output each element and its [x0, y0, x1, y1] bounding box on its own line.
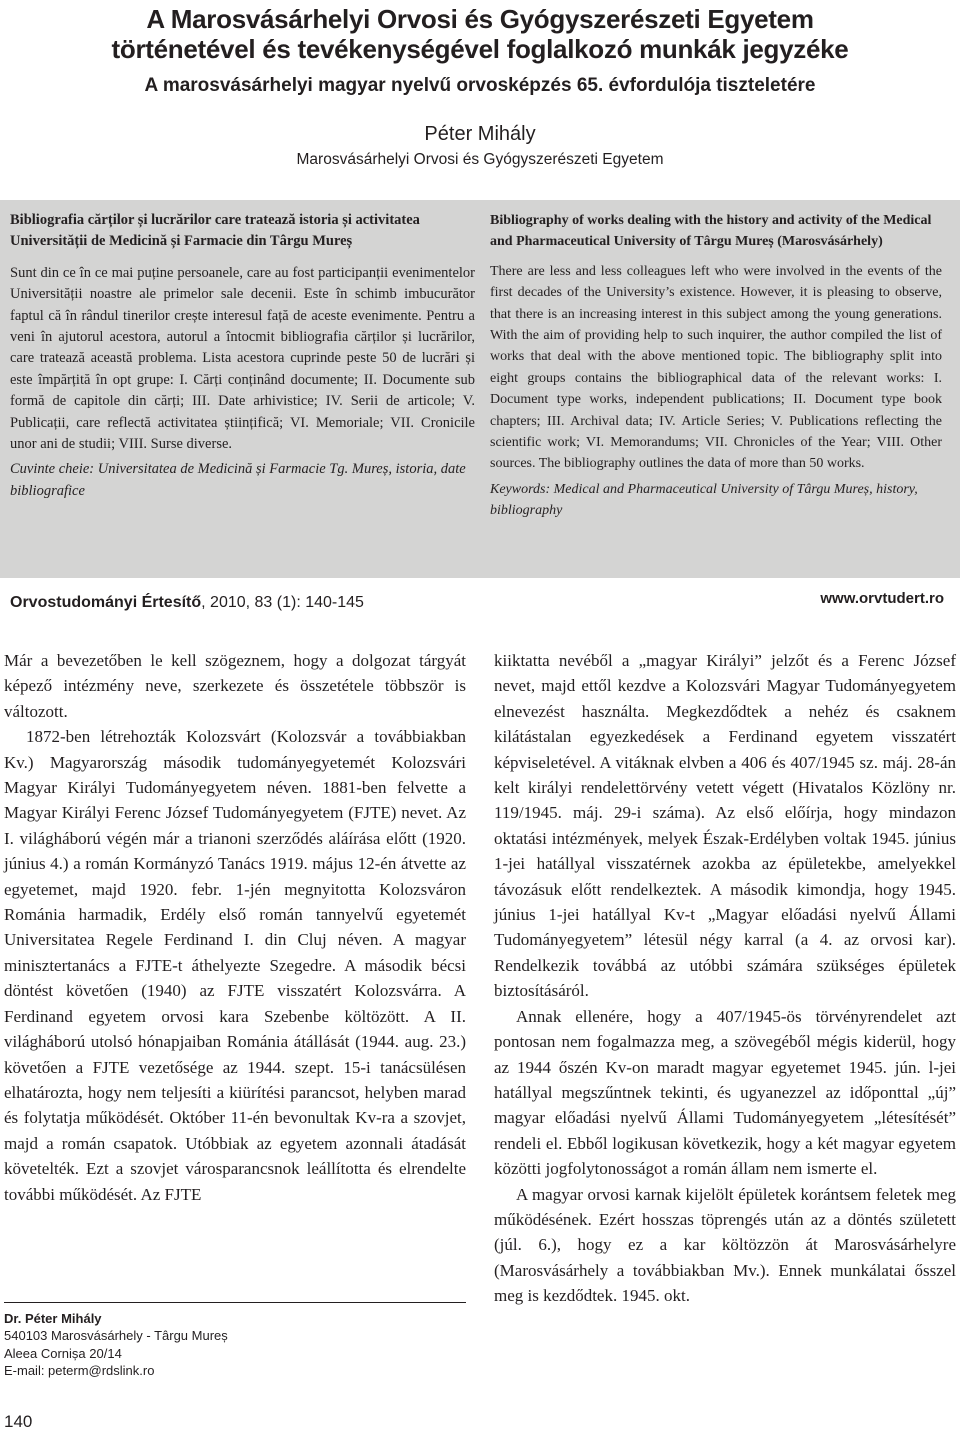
page-number: 140 — [4, 1412, 33, 1431]
contact-email[interactable]: E-mail: peterm@rdslink.ro — [4, 1363, 155, 1379]
journal-name: Orvostudományi Értesítő — [10, 594, 202, 611]
contact-info — [4, 1310, 228, 1380]
contact-address-line-1: 540103 Marosvásárhely - Târgu Mureș — [4, 1328, 228, 1344]
body-column-left — [4, 648, 466, 1207]
journal-volume-pages: , 2010, 83 (1): 140-145 — [201, 594, 364, 611]
abstract-english-body: There are less and less colleagues left who were involved in the events of the first decades of the University’s existence. However, it is pleasing to observe, that there is an increasing interest in this subject among the young generations. With the aim of providing help to such inquirer, the author compiled the list of works that deal with the above mentioned topic. The bibliography split into eight groups contains the bibliographical data of the relevant works: I. Document type works, independent publications; II. Document type book chapters; III. Archival data; IV. Article Series; V. Publications reflecting the scientific work; VI. Memorandums; VII. Chronicles of the Year; VIII. Other sources. The bibliography outlines the data of more than 50 works. — [490, 263, 942, 472]
paragraph: Már a bevezetőben le kell szögeznem, hogy a dolgozat tárgyát képező intézmény neve, szerkezete és összetétele többször is változott. — [4, 651, 466, 721]
paragraph: Annak ellenére, hogy a 407/1945-ös törvényrendelet azt pontosan nem fogalmazza meg, a szövegéből mégis kiderül, hogy az 1944 őszén Kv-on maradt magyar egyetemet 1945. jún. l-jei hatállyal megszűntnek tekinti, és ugyanezzel az időponttal „új” magyar előadási nyelvű Állami Tudományegyetem „létesítését” rendeli el. Ebből logikusan következik, hogy a két magyar egyetem közötti jogfolytonosságot a román állam nem ismerte el. — [494, 1006, 956, 1179]
abstract-english-title: Bibliography of works dealing with the history and activity of the Medical and Pharmaceutical University of Târgu Mureș (Marosvásárhely) — [490, 213, 932, 250]
journal-citation — [10, 594, 364, 612]
article-title-line-2: történetével és tevékenységével foglalkozó munkák jegyzéke — [111, 34, 849, 64]
body-column-right — [494, 648, 956, 1309]
abstract-english — [490, 210, 942, 522]
author-name: Péter Mihály — [424, 123, 536, 145]
paragraph: kiiktatta nevéből a „magyar Királyi” jelzőt és a Ferenc József nevet, majd ettől kezdve a Kolozsvári Magyar Tudományegyetem elnevezést használta. Megkezdődtek a nehéz és csaknem kilátástalan egyezkedések a Ferdinand egyetem visszatért képviseletével. A vitáknak elvben a 406 és 407/1945 sz. máj. 28-án kelt királyi rendelettörvény vetett végett (Hivatalos Közlöny nr. 119/1945. máj. 29-i száma). Az első előírja, hogy mindazon oktatási intézmények, melyek Észak-Erdélyben voltak 1945. június 1-jei hatállyal visszatérnek azokba az épületekbe, amelyekkel távozásuk előtt rendelkeztek. A második kimondja, hogy 1945. június 1-jei hatállyal Kv-t „Magyar előadási nyelvű Állami Tudományegyetem” létesül négy karral (a 4. az orvosi kar). Rendelkezik továbbá az utóbbi számára szükséges épületek biztosításáról. — [494, 651, 956, 1001]
paragraph: 1872-ben létrehozták Kolozsvárt (Kolozsvár a továbbiakban Kv.) Magyarország második tudományegyetemét Kolozsvári Magyar Királyi Tudományegyetem néven. 1881-ben felvette a Magyar Királyi Ferenc József Tudományegyetem (FJTE) nevet. Az I. világháború végén már a trianoni szerződés aláírása előtt (1920. június 4.) a román Kormányzó Tanács 1919. május 12-én átvette az egyetemet, majd 1920. febr. 1-jén megnyitotta Kolozsváron Románia harmadik, Erdély első román tannyelvű egyetemét Universitatea Regele Ferdinand I. din Cluj néven. A magyar minisztertanács a FJTE-t áthelyezte Szegedre. A második bécsi döntést követően (1940) az FJTE visszatért Kolozsvárra. A Ferdinand egyetem orvosi kara Szebenbe költözött. A II. világháború utolsó hónapjaiban Románia átállását (1944. aug. 23.) követően a FJTE vezetősége az 1944. szept. 15-i tanácsülésen elhatározta, hogy nem teljesíti a kiürítési parancsot, helyben marad és folytatja működését. Október 11-én bevonultak Kv-ra a szovjet, majd a román csapatok. Utóbbiak az egyetem azonnali átadását követelték. Ezt a szovjet városparancsnok leállította és elrendelte további működését. Az FJTE — [4, 727, 466, 1204]
journal-website[interactable]: www.orvtudert.ro — [820, 590, 944, 607]
footnote-divider — [4, 1302, 466, 1303]
article-title-line-1: A Marosvásárhelyi Orvosi és Gyógyszerészeti Egyetem — [146, 4, 814, 34]
abstract-romanian-keywords: Cuvinte cheie: Universitatea de Medicină și Farmacie Tg. Mureș, istoria, date bibliografice — [10, 461, 466, 499]
contact-name: Dr. Péter Mihály — [4, 1311, 102, 1326]
abstract-box — [0, 200, 960, 578]
abstract-romanian-title: Bibliografia cărților și lucrărilor care tratează istoria și activitatea Universității de Medicină și Farmacie din Târgu Mureș — [10, 212, 420, 250]
abstract-english-keywords: Keywords: Medical and Pharmaceutical University of Târgu Mureș, history, bibliography — [490, 481, 918, 519]
article-subtitle: A marosvásárhelyi magyar nyelvű orvosképzés 65. évfordulója tiszteletére — [144, 75, 816, 96]
author-affiliation: Marosvásárhelyi Orvosi és Gyógyszerészeti Egyetem — [296, 151, 664, 168]
abstract-romanian — [10, 210, 475, 502]
abstract-romanian-body: Sunt din ce în ce mai puține persoanele, care au fost participanții evenimentelor Universității noastre ale primelor sale decenii. Este în schimb imbucurător faptul că în rândul tinerilor crește interesul față de aceste evenimente. Pentru a veni în ajutorul acestora, autorul a întocmit bibliografia cărților și lucrărilor, care tratează această problema. Lista acestora cuprinde peste 50 de lucrări și este împărțită în opt grupe: I. Cărți conținând documente; II. Documente sub formă de capitole din cărți; III. Date arhivistice; IV. Serii de articole; V. Publicații, care reflectă activitatea științifică; VI. Memoriale; VII. Cronicile unor ani de studii; VIII. Surse diverse. — [10, 264, 475, 453]
paragraph: A magyar orvosi karnak kijelölt épületek korántsem feletek meg működésének. Ezért hosszas töprengés után az a döntés született (júl. 6.), hogy ez a kar költözzön át Marosvásárhelyre (Marosvásárhely a továbbiakban Mv.). Ennek munkálatai ősszel meg is kezdődtek. 1945. okt. — [494, 1184, 956, 1306]
contact-address-line-2: Aleea Cornișa 20/14 — [4, 1345, 122, 1361]
article-header — [0, 4, 960, 170]
